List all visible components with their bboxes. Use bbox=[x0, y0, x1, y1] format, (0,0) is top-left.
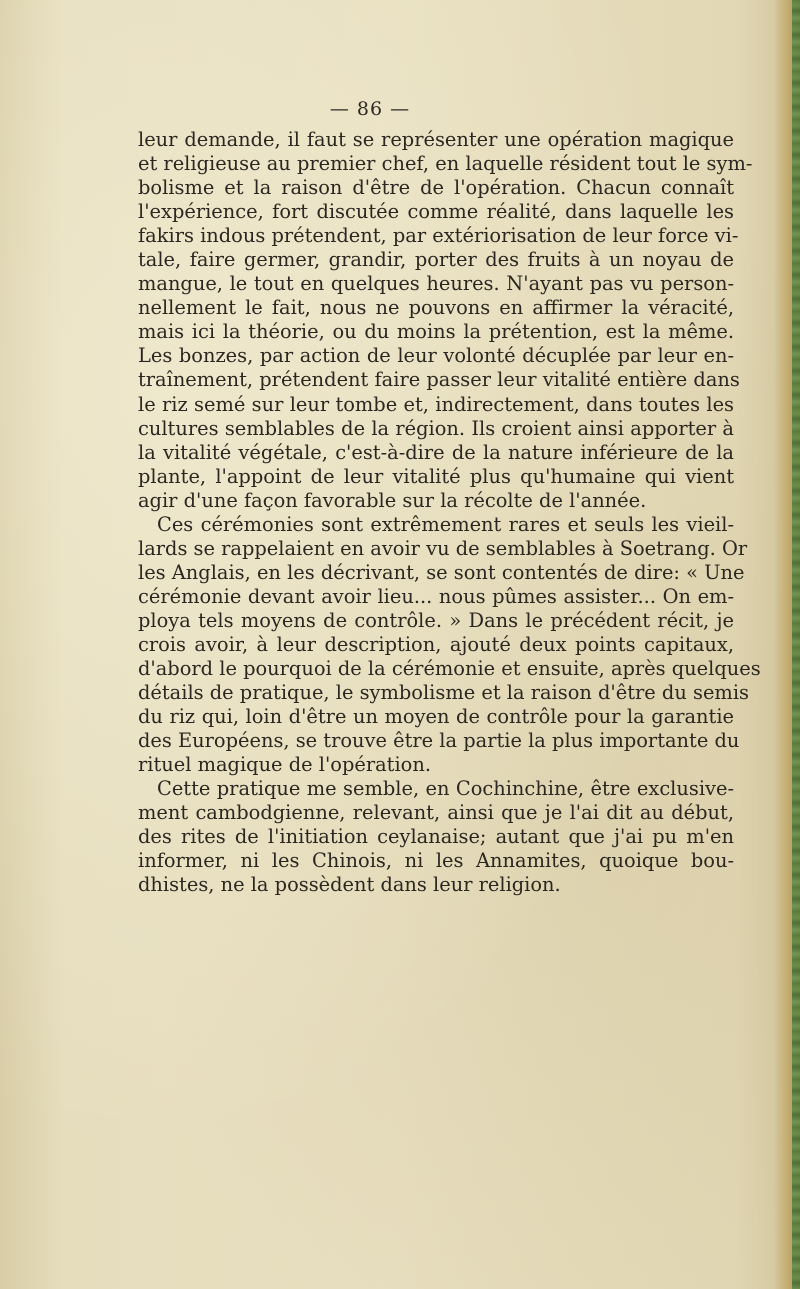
text-line: et religieuse au premier chef, en laquelle résident tout le sym- bbox=[138, 152, 753, 176]
text-line: rituel magique de l'opération. bbox=[138, 753, 431, 777]
text-line: tale, faire germer, grandir, porter des fruits à un noyau de bbox=[138, 248, 734, 272]
text-line: traînement, prétendent faire passer leur vitalité entière dans bbox=[138, 368, 740, 392]
text-line: l'expérience, fort discutée comme réalité, dans laquelle les bbox=[138, 200, 734, 224]
text-line: des Européens, se trouve être la partie la plus importante du bbox=[138, 729, 740, 753]
text-line: le riz semé sur leur tombe et, indirectement, dans toutes les bbox=[138, 392, 734, 416]
text-line: fakirs indous prétendent, par extériorisation de leur force vi- bbox=[138, 224, 739, 248]
text-line: Cette pratique me semble, en Cochinchine, être exclusive- bbox=[157, 777, 734, 801]
text-line: crois avoir, à leur description, ajouté deux points capitaux, bbox=[138, 632, 734, 656]
text-line: la vitalité végétale, c'est-à-dire de la nature inférieure de la bbox=[138, 440, 734, 464]
text-line: Ces cérémonies sont extrêmement rares et seuls les vieil- bbox=[157, 512, 734, 536]
text-line: détails de pratique, le symbolisme et la raison d'être du semis bbox=[138, 681, 749, 705]
body-text bbox=[138, 128, 761, 898]
text-line: des rites de l'initiation ceylanaise; autant que j'ai pu m'en bbox=[138, 825, 734, 849]
text-line: bolisme et la raison d'être de l'opération. Chacun connaît bbox=[138, 176, 734, 200]
text-line: les Anglais, en les décrivant, se sont contentés de dire: « Une bbox=[138, 560, 745, 584]
text-line: lards se rappelaient en avoir vu de semblables à Soetrang. Or bbox=[138, 536, 748, 560]
binding-edge bbox=[792, 0, 800, 1289]
text-line: nellement le fait, nous ne pouvons en affirmer la véracité, bbox=[138, 296, 734, 320]
text-line: plante, l'appoint de leur vitalité plus qu'humaine qui vient bbox=[138, 464, 734, 488]
text-line: du riz qui, loin d'être un moyen de contrôle pour la garantie bbox=[138, 705, 734, 729]
text-line: informer, ni les Chinois, ni les Annamites, quoique bou- bbox=[138, 849, 734, 873]
text-line: dhistes, ne la possèdent dans leur religion. bbox=[138, 873, 561, 897]
text-line: mais ici la théorie, ou du moins la prétention, est la même. bbox=[138, 320, 734, 344]
text-line: ploya tels moyens de contrôle. » Dans le précédent récit, je bbox=[138, 608, 734, 632]
text-line: ment cambodgienne, relevant, ainsi que je l'ai dit au début, bbox=[138, 801, 734, 825]
text-line: mangue, le tout en quelques heures. N'ayant pas vu person- bbox=[138, 272, 734, 296]
text-line: d'abord le pourquoi de la cérémonie et ensuite, après quelques bbox=[138, 657, 761, 681]
text-line: agir d'une façon favorable sur la récolte de l'année. bbox=[138, 488, 647, 512]
text-line: Les bonzes, par action de leur volonté décuplée par leur en- bbox=[138, 344, 734, 368]
text-line: cultures semblables de la région. Ils croient ainsi apporter à bbox=[138, 416, 734, 440]
text-line: cérémonie devant avoir lieu... nous pûmes assister... On em- bbox=[138, 584, 734, 608]
page-number: — 86 — bbox=[329, 98, 411, 120]
text-line: leur demande, il faut se représenter une opération magique bbox=[138, 128, 734, 151]
